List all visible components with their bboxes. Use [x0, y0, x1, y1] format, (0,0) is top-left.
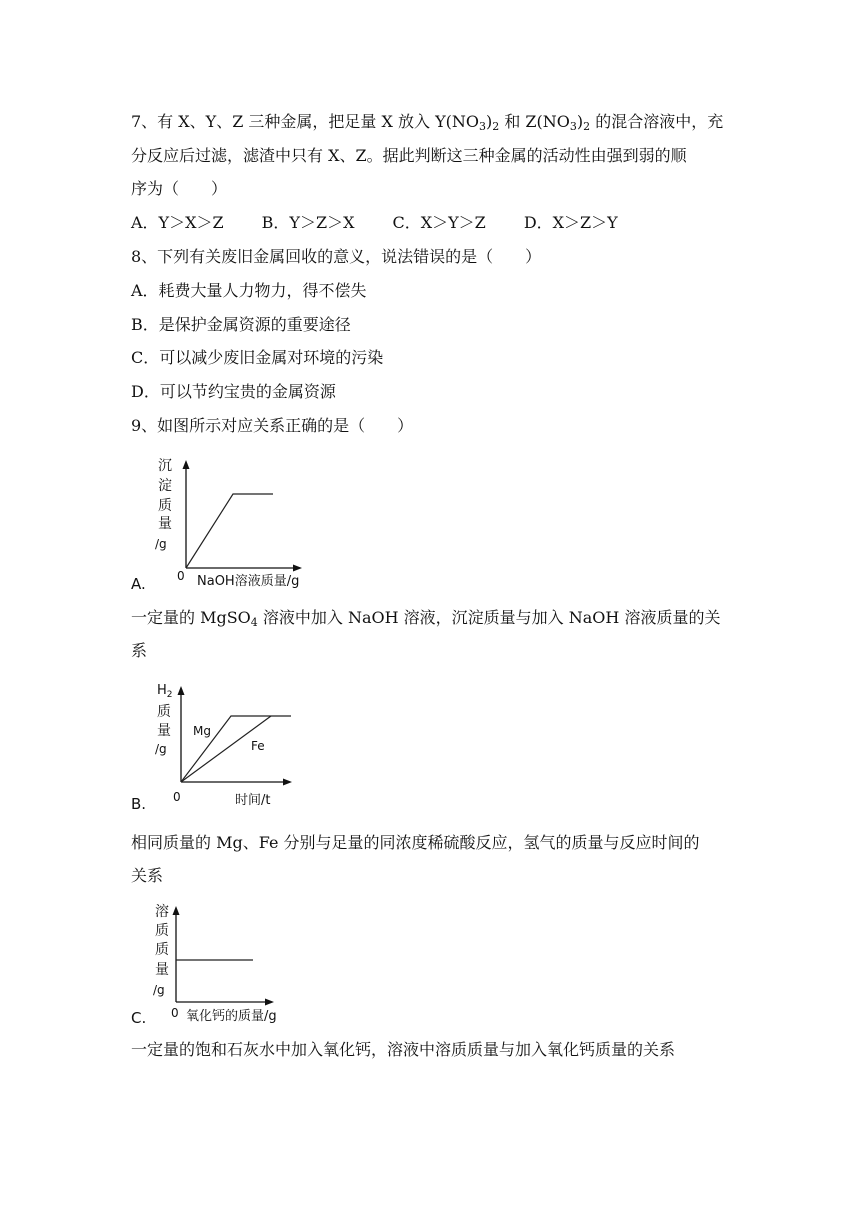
q9-b-desc-2: 关系	[131, 866, 164, 885]
chart-b-ylabel-3: /g	[155, 742, 167, 756]
chart-c-y-arrow	[173, 906, 180, 915]
chart-b-origin: 0	[173, 790, 181, 804]
q9-a-desc-1: 一定量的 MgSO$_4$ 溶液中加入 NaOH 溶液，沉淀质量与加入 NaOH 溶液质量的关	[131, 608, 721, 629]
q7-options	[131, 213, 618, 233]
chart-b-xlabel: 时间/t	[235, 793, 271, 808]
q9-b-desc-1: 相同质量的 Mg、Fe 分别与足量的同浓度稀硫酸反应，氢气的质量与反应时间的	[131, 833, 700, 852]
figure-b	[131, 678, 331, 818]
chart-b-y-arrow	[178, 686, 185, 695]
chart-c-ylabel-4: 量	[155, 962, 169, 978]
figure-c	[131, 898, 331, 1033]
chart-a-y-arrow	[183, 460, 190, 469]
q9-a-desc-2: 系	[131, 641, 148, 660]
q7-line-3: 序为（ ）	[131, 179, 228, 198]
chart-b-ylabel-2: 量	[157, 723, 171, 739]
chart-c-origin: 0	[171, 1006, 179, 1020]
option-b-label: B.	[131, 795, 147, 813]
chart-a-series-line	[186, 494, 273, 568]
q7-option-a: A．Y＞X＞Z	[131, 213, 224, 232]
chart-a-ylabel-3: 质	[158, 498, 172, 514]
q8-option-a: A．耗费大量人力物力，得不偿失	[131, 281, 367, 300]
q7-option-c: C．X＞Y＞Z	[392, 213, 486, 232]
chart-c	[131, 898, 331, 1033]
figure-a	[131, 452, 331, 592]
q8-option-c: C．可以减少废旧金属对环境的污染	[131, 348, 384, 367]
chart-b-x-arrow	[283, 779, 292, 786]
chart-c-ylabel-3: 质	[155, 942, 169, 958]
q7-line-2: 分反应后过滤，滤渣中只有 X、Z。据此判断这三种金属的活动性由强到弱的顺	[131, 146, 687, 165]
chart-a-ylabel-1: 沉	[158, 458, 172, 474]
q8-option-b: B．是保护金属资源的重要途径	[131, 315, 351, 334]
chart-a-origin: 0	[177, 569, 185, 583]
q7-option-d: D．X＞Z＞Y	[523, 213, 618, 232]
chart-c-ylabel-2: 质	[155, 923, 169, 939]
q9-stem: 9、如图所示对应关系正确的是（ ）	[131, 416, 414, 435]
q9-c-desc-1: 一定量的饱和石灰水中加入氧化钙，溶液中溶质质量与加入氧化钙质量的关系	[131, 1040, 676, 1059]
chart-c-ylabel-1: 溶	[155, 904, 169, 920]
chart-c-x-arrow	[265, 999, 274, 1006]
chart-c-ylabel-5: /g	[153, 983, 165, 997]
chart-a-x-arrow	[293, 565, 302, 572]
q8-stem: 8、下列有关废旧金属回收的意义，说法错误的是（ ）	[131, 247, 542, 266]
q7-option-b: B．Y＞Z＞X	[261, 213, 355, 232]
chart-b-ylabel-h: $H_2$	[157, 683, 173, 700]
chart-c-xlabel: 氧化钙的质量/g	[186, 1009, 277, 1024]
option-a-label: A.	[131, 575, 146, 593]
chart-a-xlabel: NaOH溶液质量/g	[197, 574, 300, 589]
chart-b-ylabel-1: 质	[157, 704, 171, 720]
q8-option-d: D．可以节约宝贵的金属资源	[131, 382, 336, 401]
chart-a-ylabel-2: 淀	[158, 478, 172, 494]
chart-a-ylabel-5: /g	[155, 537, 167, 551]
chart-b	[131, 678, 331, 818]
q7-line-1: 7、有 X、Y、Z 三种金属，把足量 X 放入 $Y(NO_3)_2$ 和 $Z(NO_3)_2$ 的混合溶液中，充	[131, 112, 724, 133]
chart-a-ylabel-4: 量	[158, 516, 172, 532]
chart-a	[131, 452, 331, 592]
chart-b-label-fe: Fe	[251, 739, 265, 753]
chart-b-label-mg: Mg	[193, 724, 211, 738]
option-c-label: C.	[131, 1009, 147, 1027]
